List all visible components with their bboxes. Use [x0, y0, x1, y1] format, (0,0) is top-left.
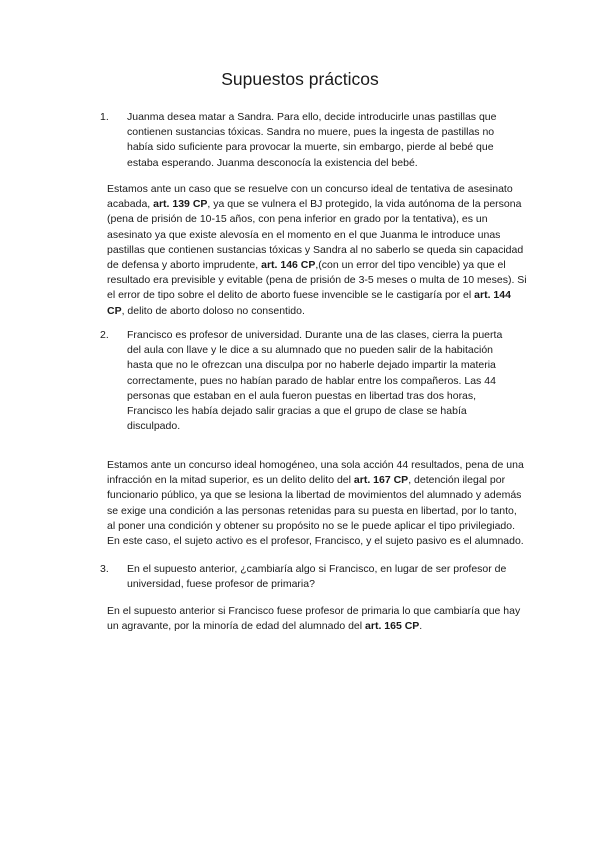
article-reference: art. 144 CP	[107, 289, 511, 317]
page-title: Supuestos prácticos	[221, 69, 379, 89]
item-number: 2.	[100, 329, 109, 341]
answer-text: , detención ilegal por funcionario público, ya que se lesiona la libertad de movimientos del alumnado y además se exige una condición a las personas retenidas para su puesta en libertad, por lo tanto, al poner una condición y obtener su propósito no se le puede aplicar el tipo privilegiado. En este caso, el sujeto activo es el profesor, Francisco, y el sujeto pasivo es el alumnado.	[107, 474, 524, 548]
list-item-2	[100, 328, 527, 434]
answer-text: Estamos ante un concurso ideal homogéneo, una sola acción 44 resultados, pena de una infracción en la mitad superior, es un delito delito del	[107, 459, 524, 487]
item-number: 1.	[100, 111, 109, 123]
article-reference: art. 167 CP	[353, 474, 409, 487]
list-item-3	[100, 562, 527, 592]
answer-paragraph-3	[107, 604, 527, 634]
answer-paragraph-1	[107, 182, 527, 319]
answer-text: .	[419, 620, 423, 633]
answer-text: Estamos ante un caso que se resuelve con un concurso ideal de tentativa de asesinato acabada,	[107, 183, 513, 211]
answer-text: , delito de aborto doloso no consentido.	[121, 304, 305, 317]
answer-paragraph-2	[107, 458, 527, 549]
item-text: Juanma desea matar a Sandra. Para ello, decide introducirle unas pastillas que contienen sustancias tóxicas. Sandra no muere, pues la ingesta de pastillas no había sido suficiente para provocar la muerte, sin embargo, pierde al bebé que estaba esperando. Juanma desconocía la existencia del bebé.	[127, 111, 497, 169]
article-reference: art. 139 CP	[153, 198, 208, 211]
list-item-1	[100, 110, 527, 171]
item-number: 3.	[100, 563, 109, 575]
answer-text: ,(con un error del tipo vencible) ya que el resultado era previsible y evitable (pena de prisión de 3-5 meses o multa de 10 meses). Si el error de tipo sobre el delito de aborto fuese invencible se le castigaría por el	[107, 259, 527, 302]
item-text: En el supuesto anterior, ¿cambiaría algo si Francisco, en lugar de ser profesor de universidad, fuese profesor de primaria?	[127, 563, 507, 591]
article-reference: art. 165 CP	[365, 620, 420, 633]
answer-text: , ya que se vulnera el BJ protegido, la vida autónoma de la persona (pena de prisión de 10-15 años, con pena inferior en grado por la tentativa), es un asesinato ya que existe alevosía en el momento en el que Juanma le introduce unas pastillas que contienen sustancias tóxicas y Sandra al no saberlo se queda sin capacidad de defensa y aborto imprudente,	[107, 198, 524, 272]
answer-text: En el supuesto anterior si Francisco fuese profesor de primaria lo que cambiaría que hay un agravante, por la minoría de edad del alumnado del	[107, 605, 521, 633]
item-text: Francisco es profesor de universidad. Durante una de las clases, cierra la puerta del aula con llave y le dice a su alumnado que no pueden salir de la habitación hasta que no le ofrezcan una disculpa por no haberle dejado impartir la materia correctamente, pues no habían parado de hablar entre los compañeros. Las 44 personas que estaban en el aula fueron puestas en libertad tras dos horas, Francisco les había dejado salir gracias a que el grupo de clase se había disculpado.	[127, 329, 503, 433]
article-reference: art. 146 CP	[261, 259, 316, 272]
